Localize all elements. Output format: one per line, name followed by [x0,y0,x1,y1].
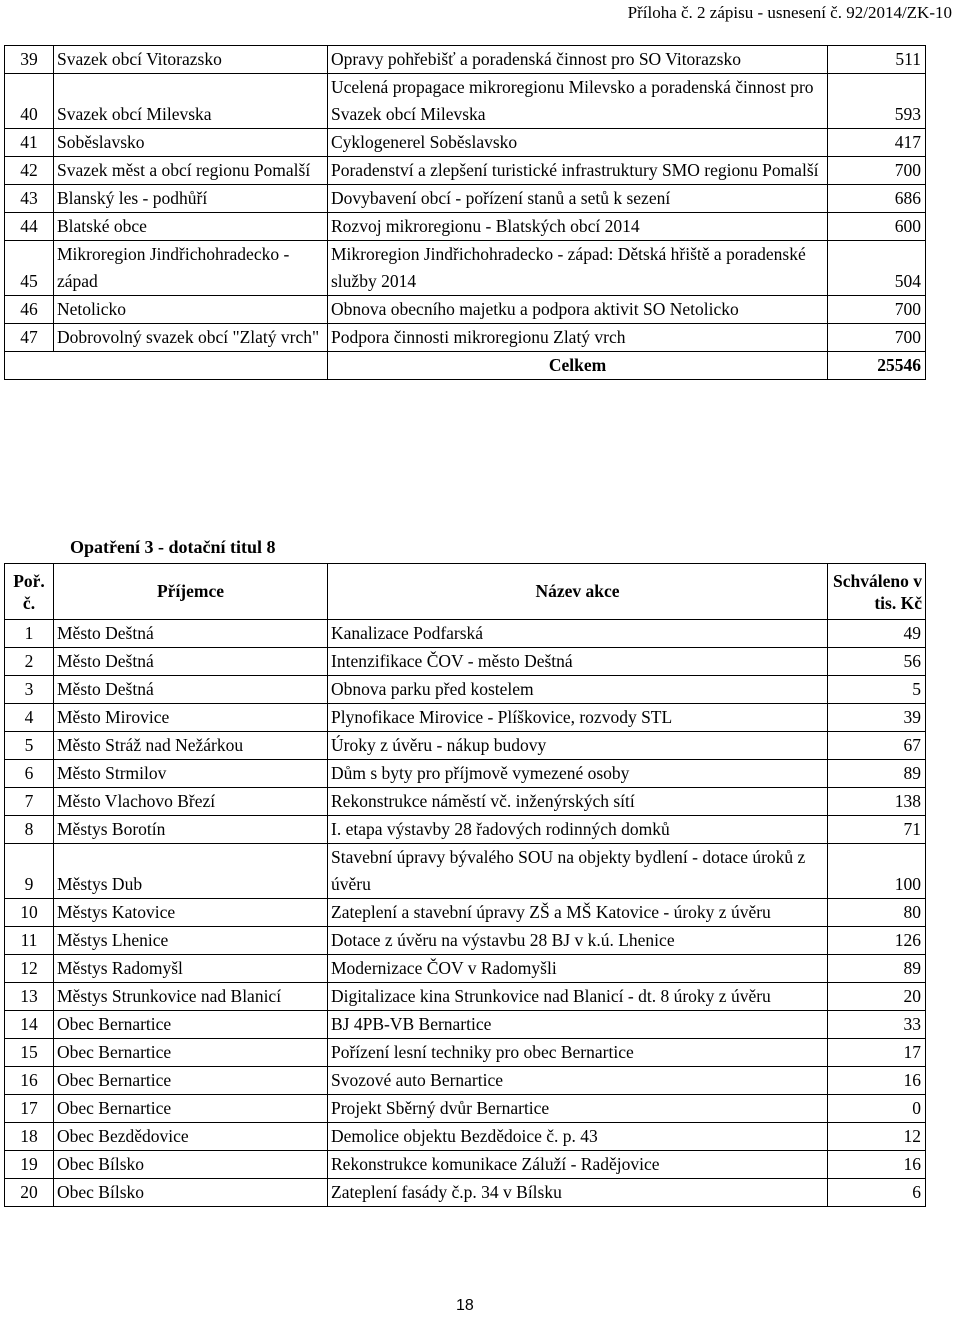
row-number: 20 [5,1179,54,1207]
amount-cell: 0 [828,1095,926,1123]
action-cell: Obnova obecního majetku a podpora aktivit SO Netolicko [328,296,828,324]
action-cell: Mikroregion Jindřichohradecko - západ: Dětská hřiště a poradenské služby 2014 [328,241,828,296]
amount-cell: 593 [828,74,926,129]
table-row [5,955,926,983]
action-cell: Plynofikace Mirovice - Plíškovice, rozvody STL [328,704,828,732]
action-cell: Obnova parku před kostelem [328,676,828,704]
recipient-cell: Obec Bílsko [54,1179,328,1207]
amount-cell: 89 [828,955,926,983]
table-row [5,324,926,352]
recipient-cell: Městys Radomyšl [54,955,328,983]
amount-cell: 126 [828,927,926,955]
recipient-cell: Obec Bernartice [54,1011,328,1039]
action-cell: Dům s byty pro příjmově vymezené osoby [328,760,828,788]
row-number: 7 [5,788,54,816]
recipient-cell: Svazek měst a obcí regionu Pomalší [54,157,328,185]
table-row [5,1095,926,1123]
amount-cell: 16 [828,1151,926,1179]
header-order: Poř. č. [5,564,54,620]
row-number: 13 [5,983,54,1011]
grants-table-continued [4,45,926,380]
action-cell: Zateplení fasády č.p. 34 v Bílsku [328,1179,828,1207]
table-row [5,1011,926,1039]
row-number: 39 [5,46,54,74]
table-row [5,788,926,816]
row-number: 11 [5,927,54,955]
total-value: 25546 [828,352,926,380]
row-number: 10 [5,899,54,927]
row-number: 1 [5,620,54,648]
page-number: 18 [456,1297,474,1314]
action-cell: Modernizace ČOV v Radomyšli [328,955,828,983]
amount-cell: 33 [828,1011,926,1039]
row-number: 9 [5,844,54,899]
total-label: Celkem [328,352,828,380]
row-number: 18 [5,1123,54,1151]
amount-cell: 700 [828,296,926,324]
amount-cell: 700 [828,324,926,352]
recipient-cell: Město Deštná [54,620,328,648]
amount-cell: 20 [828,983,926,1011]
recipient-cell: Svazek obcí Vitorazsko [54,46,328,74]
table-row [5,1039,926,1067]
recipient-cell: Blatské obce [54,213,328,241]
table-row [5,648,926,676]
header-action: Název akce [328,564,828,620]
amount-cell: 417 [828,129,926,157]
action-cell: Rekonstrukce komunikace Záluží - Radějovice [328,1151,828,1179]
table-row [5,1151,926,1179]
row-number: 19 [5,1151,54,1179]
recipient-cell: Netolicko [54,296,328,324]
recipient-cell: Mikroregion Jindřichohradecko - západ [54,241,328,296]
amount-cell: 504 [828,241,926,296]
amount-cell: 6 [828,1179,926,1207]
amount-cell: 100 [828,844,926,899]
table-row [5,899,926,927]
header-recipient: Příjemce [54,564,328,620]
action-cell: Opravy pohřebišť a poradenská činnost pro SO Vitorazsko [328,46,828,74]
recipient-cell: Dobrovolný svazek obcí "Zlatý vrch" [54,324,328,352]
table-row [5,732,926,760]
table-row [5,185,926,213]
table-row [5,296,926,324]
table-row [5,816,926,844]
action-cell: Zateplení a stavební úpravy ZŠ a MŠ Katovice - úroky z úvěru [328,899,828,927]
total-row [5,352,926,380]
amount-cell: 17 [828,1039,926,1067]
row-number: 45 [5,241,54,296]
action-cell: Rozvoj mikroregionu - Blatských obcí 2014 [328,213,828,241]
recipient-cell: Soběslavsko [54,129,328,157]
recipient-cell: Obec Bernartice [54,1095,328,1123]
row-number: 6 [5,760,54,788]
recipient-cell: Město Vlachovo Březí [54,788,328,816]
action-cell: Projekt Sběrný dvůr Bernartice [328,1095,828,1123]
row-number: 3 [5,676,54,704]
row-number: 42 [5,157,54,185]
table-row [5,1067,926,1095]
table-row [5,620,926,648]
row-number: 15 [5,1039,54,1067]
action-cell: Demolice objektu Bezdědoice č. p. 43 [328,1123,828,1151]
table-row [5,760,926,788]
action-cell: Intenzifikace ČOV - město Deštná [328,648,828,676]
amount-cell: 138 [828,788,926,816]
amount-cell: 12 [828,1123,926,1151]
action-cell: Digitalizace kina Strunkovice nad Blanicí - dt. 8 úroky z úvěru [328,983,828,1011]
action-cell: Podpora činnosti mikroregionu Zlatý vrch [328,324,828,352]
amount-cell: 80 [828,899,926,927]
action-cell: Svozové auto Bernartice [328,1067,828,1095]
row-number: 41 [5,129,54,157]
table-row [5,1179,926,1207]
amount-cell: 700 [828,157,926,185]
recipient-cell: Městys Strunkovice nad Blanicí [54,983,328,1011]
recipient-cell: Obec Bezdědovice [54,1123,328,1151]
recipient-cell: Obec Bernartice [54,1067,328,1095]
row-number: 43 [5,185,54,213]
amount-cell: 5 [828,676,926,704]
action-cell: Ucelená propagace mikroregionu Milevsko a poradenská činnost pro Svazek obcí Milevska [328,74,828,129]
recipient-cell: Městys Lhenice [54,927,328,955]
recipient-cell: Město Stráž nad Nežárkou [54,732,328,760]
row-number: 5 [5,732,54,760]
action-cell: Cyklogenerel Soběslavsko [328,129,828,157]
row-number: 8 [5,816,54,844]
action-cell: BJ 4PB-VB Bernartice [328,1011,828,1039]
row-number: 16 [5,1067,54,1095]
amount-cell: 600 [828,213,926,241]
row-number: 47 [5,324,54,352]
recipient-cell: Městys Borotín [54,816,328,844]
action-cell: Dovybavení obcí - pořízení stanů a setů k sezení [328,185,828,213]
table-row [5,1123,926,1151]
table-row [5,157,926,185]
row-number: 44 [5,213,54,241]
row-number: 4 [5,704,54,732]
table-row [5,241,926,296]
table-row [5,927,926,955]
action-cell: Stavební úpravy bývalého SOU na objekty bydlení - dotace úroků z úvěru [328,844,828,899]
recipient-cell: Obec Bernartice [54,1039,328,1067]
amount-cell: 39 [828,704,926,732]
recipient-cell: Svazek obcí Milevska [54,74,328,129]
action-cell: Kanalizace Podfarská [328,620,828,648]
action-cell: Dotace z úvěru na výstavbu 28 BJ v k.ú. Lhenice [328,927,828,955]
header-approved: Schváleno v tis. Kč [828,564,926,620]
table-row [5,213,926,241]
action-cell: Poradenství a zlepšení turistické infrastruktury SMO regionu Pomalší [328,157,828,185]
amount-cell: 511 [828,46,926,74]
amount-cell: 16 [828,1067,926,1095]
grants-table-measure-3 [4,563,926,1207]
amount-cell: 56 [828,648,926,676]
table-row [5,129,926,157]
table-row [5,46,926,74]
recipient-cell: Obec Bílsko [54,1151,328,1179]
recipient-cell: Blanský les - podhůří [54,185,328,213]
action-cell: Rekonstrukce náměstí vč. inženýrských sítí [328,788,828,816]
amount-cell: 686 [828,185,926,213]
recipient-cell: Město Deštná [54,676,328,704]
row-number: 46 [5,296,54,324]
amount-cell: 49 [828,620,926,648]
recipient-cell: Městys Dub [54,844,328,899]
action-cell: I. etapa výstavby 28 řadových rodinných domků [328,816,828,844]
recipient-cell: Město Mirovice [54,704,328,732]
total-spacer [5,352,328,380]
table-row [5,983,926,1011]
table-row [5,704,926,732]
table-row [5,74,926,129]
row-number: 40 [5,74,54,129]
recipient-cell: Město Strmilov [54,760,328,788]
row-number: 12 [5,955,54,983]
row-number: 17 [5,1095,54,1123]
recipient-cell: Město Deštná [54,648,328,676]
action-cell: Pořízení lesní techniky pro obec Bernartice [328,1039,828,1067]
amount-cell: 71 [828,816,926,844]
amount-cell: 67 [828,732,926,760]
document-header: Příloha č. 2 zápisu - usnesení č. 92/2014/ZK-10 [627,3,952,22]
row-number: 14 [5,1011,54,1039]
recipient-cell: Městys Katovice [54,899,328,927]
table-title: Opatření 3 - dotační titul 8 [70,537,276,557]
action-cell: Úroky z úvěru - nákup budovy [328,732,828,760]
amount-cell: 89 [828,760,926,788]
row-number: 2 [5,648,54,676]
table-row [5,676,926,704]
table-row [5,844,926,899]
